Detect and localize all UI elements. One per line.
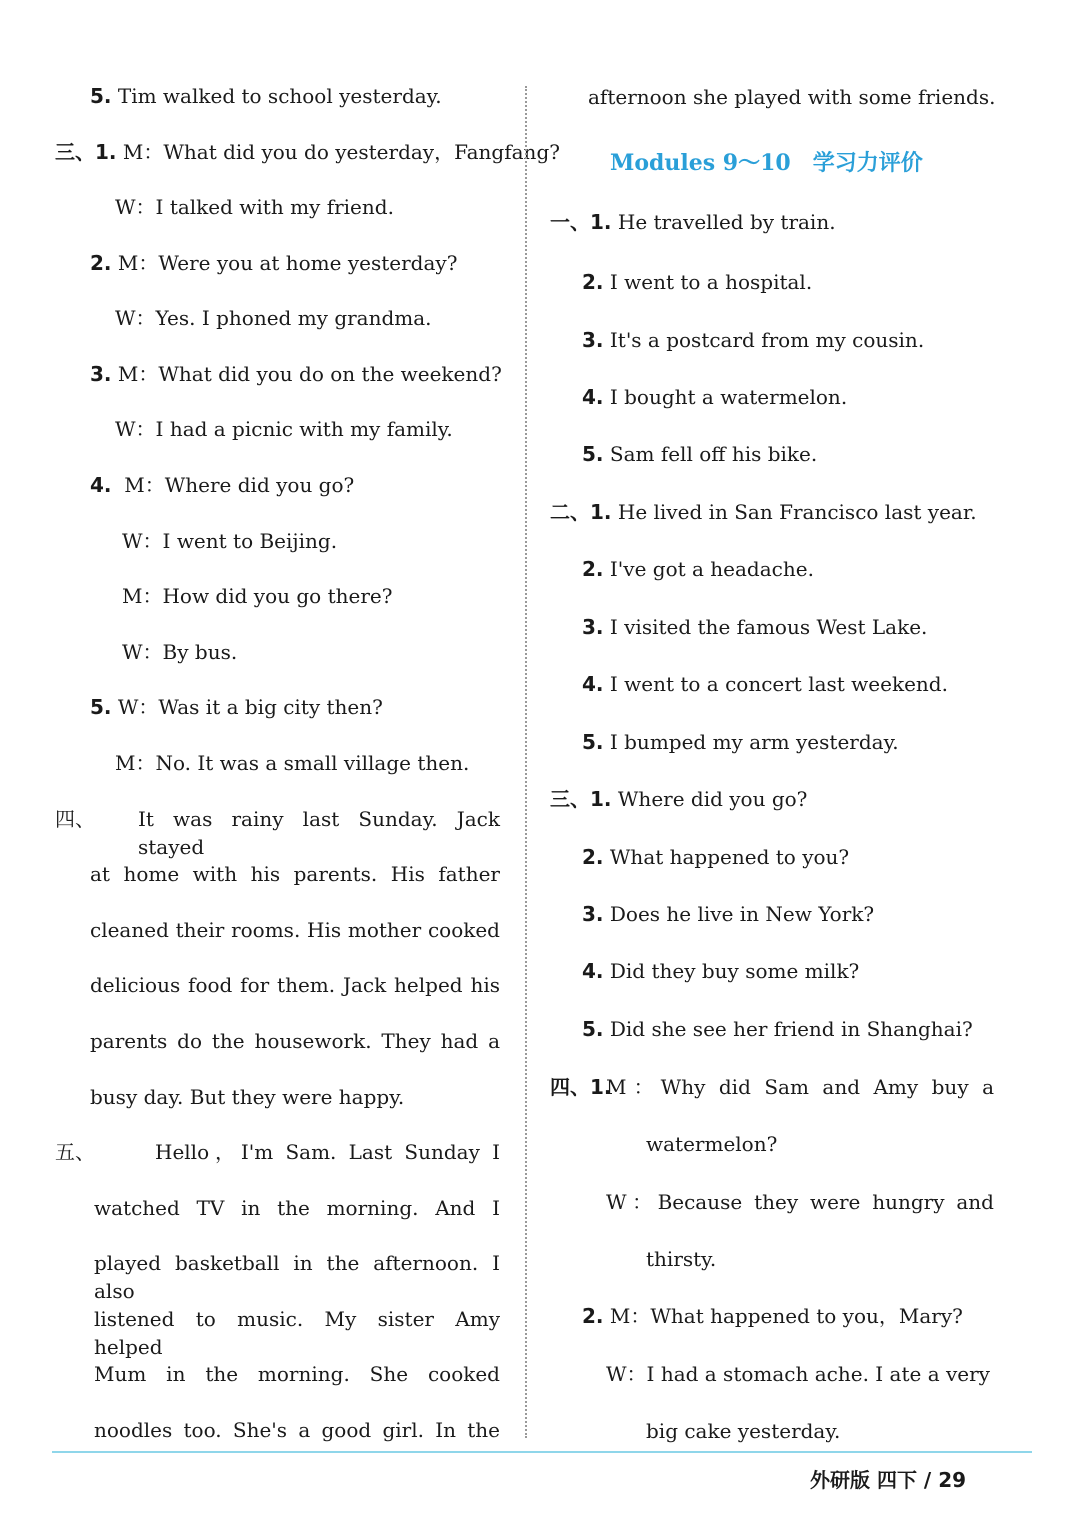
answer-line: M：How did you go there?: [122, 584, 393, 608]
answer-line: 5. Tim walked to school yesterday.: [90, 84, 442, 108]
section-marker: 三、: [55, 140, 95, 164]
answer-line: 5. Did she see her friend in Shanghai?: [582, 1017, 973, 1041]
answer-line: 4. I bought a watermelon.: [582, 385, 848, 409]
answer-line: 3. It's a postcard from my cousin.: [582, 328, 925, 352]
answer-line: 二、1. He lived in San Francisco last year.: [550, 500, 977, 524]
dialogue-line: watermelon?: [646, 1132, 778, 1156]
page-footer: 外研版 四下 / 29: [810, 1468, 967, 1492]
dialogue-line: W：I had a stomach ache. I ate a very: [606, 1362, 990, 1386]
answer-line: W：I went to Beijing.: [122, 529, 338, 553]
answer-line: 2. M：What happened to you，Mary?: [582, 1304, 963, 1328]
section-marker: 一、: [550, 210, 590, 234]
answer-line: W：Yes. I phoned my grandma.: [115, 306, 432, 330]
passage-line: cleaned their rooms. His mother cooked: [90, 918, 500, 942]
answer-line: 4. Did they buy some milk?: [582, 959, 860, 983]
answer-line: 4. M：Where did you go?: [90, 473, 355, 497]
section-marker: 五、: [55, 1140, 95, 1164]
answer-line: 2. M：Were you at home yesterday?: [90, 251, 458, 275]
passage-line: noodles too. She's a good girl. In the: [94, 1418, 500, 1442]
answer-line: 3. M：What did you do on the weekend?: [90, 362, 502, 386]
answer-line: 5. I bumped my arm yesterday.: [582, 730, 899, 754]
dialogue-line: big cake yesterday.: [646, 1419, 841, 1443]
answer-line: 2. I've got a headache.: [582, 557, 814, 581]
answer-line: 2. What happened to you?: [582, 845, 850, 869]
footer-rule: [52, 1451, 1032, 1453]
section-marker: 四、1.: [550, 1075, 612, 1099]
answer-line: M：No. It was a small village then.: [115, 751, 470, 775]
answer-line: 5. Sam fell off his bike.: [582, 442, 818, 466]
column-divider: [525, 86, 527, 1438]
passage-line: busy day. But they were happy.: [90, 1085, 405, 1109]
section-marker: 三、: [550, 787, 590, 811]
answer-line: 5. W：Was it a big city then?: [90, 695, 383, 719]
passage-line: It was rainy last Sunday. Jack stayed: [138, 807, 500, 859]
section-marker: 二、: [550, 500, 590, 524]
answer-line: W：By bus.: [122, 640, 238, 664]
passage-line: played basketball in the afternoon. I also: [94, 1251, 500, 1303]
answer-line: 一、1. He travelled by train.: [550, 210, 836, 234]
dialogue-line: thirsty.: [646, 1247, 717, 1271]
section-heading: Modules 9～10 学习力评价: [610, 150, 923, 176]
passage-line: watched TV in the morning. And I: [94, 1196, 500, 1220]
passage-line: delicious food for them. Jack helped his: [90, 973, 500, 997]
passage-line: afternoon she played with some friends.: [588, 85, 996, 109]
passage-line: listened to music. My sister Amy helped: [94, 1307, 500, 1359]
section-marker: 四、: [55, 807, 95, 831]
answer-line: 2. I went to a hospital.: [582, 270, 813, 294]
passage-line: Hello，I'm Sam. Last Sunday I: [155, 1140, 500, 1164]
dialogue-line: W：Because they were hungry and: [606, 1190, 994, 1214]
answer-line: 三、1. M：What did you do yesterday，Fangfang?: [55, 140, 560, 164]
answer-line: 3. I visited the famous West Lake.: [582, 615, 928, 639]
answer-line: W：I had a picnic with my family.: [115, 417, 453, 441]
dialogue-line: M：Why did Sam and Amy buy a: [606, 1075, 994, 1099]
passage-line: parents do the housework. They had a: [90, 1029, 500, 1053]
answer-line: W：I talked with my friend.: [115, 195, 394, 219]
answer-line: 3. Does he live in New York?: [582, 902, 875, 926]
answer-line: 4. I went to a concert last weekend.: [582, 672, 948, 696]
passage-line: Mum in the morning. She cooked: [94, 1362, 500, 1386]
answer-line: 三、1. Where did you go?: [550, 787, 808, 811]
passage-line: at home with his parents. His father: [90, 862, 500, 886]
